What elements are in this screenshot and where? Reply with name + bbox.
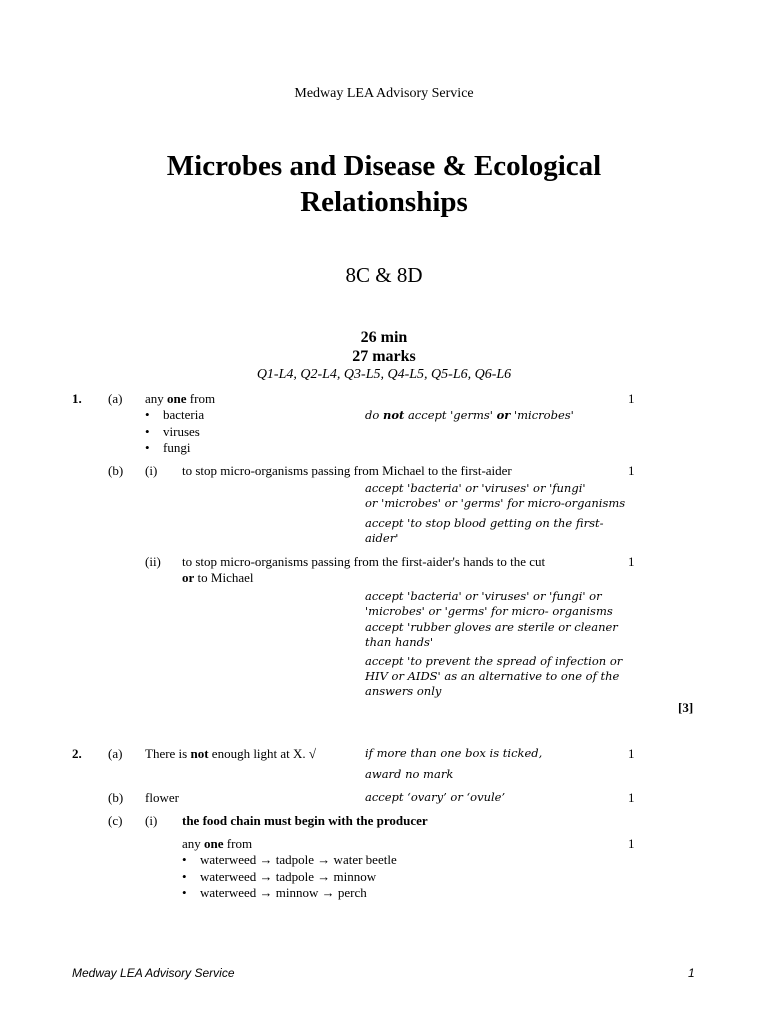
answer-intro: any one from (182, 836, 253, 851)
answer-option: • bacteria (145, 407, 204, 423)
answer-intro: any one from (145, 391, 216, 406)
marking-note: than hands' (365, 635, 434, 649)
answer-option: • fungi (145, 440, 190, 456)
answer-option: • viruses (145, 424, 200, 440)
answer-text: to stop micro-organisms passing from Michael to the first-aider (182, 463, 512, 478)
title-line-1: Microbes and Disease & Ecological (166, 150, 602, 182)
time-allowed: 26 min (360, 329, 408, 346)
marking-note: answers only (365, 684, 442, 698)
question-number: 2. (72, 746, 82, 761)
mark-value: 1 (628, 746, 635, 761)
footer-text: Medway LEA Advisory Service (72, 966, 235, 980)
subpart-label: (i) (145, 463, 158, 478)
marking-note: if more than one box is ticked, (365, 746, 543, 760)
total-marks: 27 marks (352, 348, 416, 365)
part-label: (b) (108, 463, 124, 478)
marking-note: aider' (365, 531, 399, 545)
marking-note: accept 'bacteria' or 'viruses' or 'fungi' (365, 481, 586, 495)
answer-text: or to Michael (182, 570, 254, 585)
answer-text: There is not enough light at X. √ (145, 746, 317, 761)
question-total: [3] (678, 700, 694, 715)
marking-note: accept 'rubber gloves are sterile or cleaner (365, 620, 618, 634)
answer-text: to stop micro-organisms passing from the first-aider's hands to the cut (182, 554, 546, 569)
subpart-label: (i) (145, 813, 158, 828)
mark-value: 1 (628, 790, 635, 805)
marking-note: HIV or AIDS' as an alternative to one of the (365, 669, 620, 683)
marking-note: accept 'to prevent the spread of infection or (365, 654, 623, 668)
food-chain-option: • waterweed → tadpole → water beetle (182, 852, 397, 868)
level-list: Q1-L4, Q2-L4, Q3-L5, Q4-L5, Q5-L6, Q6-L6 (256, 367, 512, 382)
food-chain-option: • waterweed → minnow → perch (182, 885, 367, 901)
marking-note: award no mark (365, 767, 454, 781)
question-number: 1. (72, 391, 82, 406)
page-number: 1 (688, 966, 695, 980)
part-label: (b) (108, 790, 124, 805)
page-header: Medway LEA Advisory Service (294, 86, 474, 101)
part-label: (a) (108, 746, 123, 761)
mark-value: 1 (628, 391, 635, 406)
marking-note: accept ‘ovary’ or ‘ovule’ (365, 790, 506, 804)
subpart-label: (ii) (145, 554, 161, 569)
marking-note: do not accept 'germs' or 'microbes' (365, 408, 574, 422)
mark-value: 1 (628, 463, 635, 478)
marking-note: 'microbes' or 'germs' for micro- organisms (365, 604, 613, 618)
marking-note: accept 'to stop blood getting on the first- (365, 516, 604, 530)
part-label: (c) (108, 813, 123, 828)
food-chain-option: • waterweed → tadpole → minnow (182, 869, 376, 885)
mark-value: 1 (628, 554, 635, 569)
title-line-2: Relationships (300, 186, 468, 218)
part-label: (a) (108, 391, 123, 406)
mark-value: 1 (628, 836, 635, 851)
marking-note: or 'microbes' or 'germs' for micro-organisms (365, 496, 626, 510)
answer-text: flower (145, 790, 179, 805)
answer-heading: the food chain must begin with the producer (182, 813, 428, 828)
page-title (0, 148, 768, 220)
marking-note: accept 'bacteria' or 'viruses' or 'fungi' or (365, 589, 602, 603)
unit-code: 8C & 8D (345, 263, 423, 287)
